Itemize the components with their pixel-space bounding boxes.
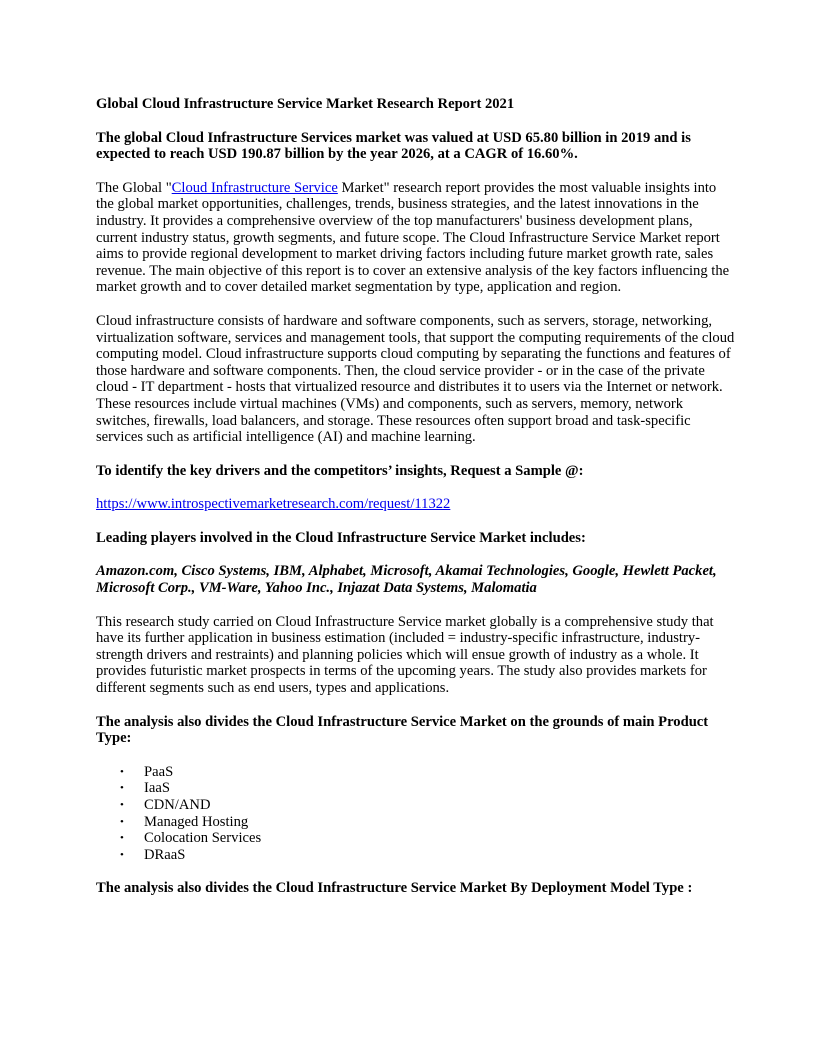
- bullet-icon: •: [120, 815, 124, 828]
- definition-paragraph: Cloud infrastructure consists of hardware and software components, such as servers, storage, networking, virtualization software, services and management tools, that support the computing requirements of the cloud computing model. Cloud infrastructure supports cloud computing by separating the functions and features of those hardware and software components. Then, the cloud service provider - or in the case of the private cloud - IT department - hosts that virtualized resource and distributes it to users via the Internet or network. These resources include virtual machines (VMs) and components, such as servers, memory, network switches, firewalls, load balancers, and storage. These resources often support broad and task-specific services such as artificial intelligence (AI) and machine learning.: [96, 312, 735, 446]
- list-item-label: Managed Hosting: [144, 813, 249, 830]
- list-item: [96, 847, 736, 864]
- players-list: Amazon.com, Cisco Systems, IBM, Alphabet, Microsoft, Akamai Technologies, Google, Hewlett Packet, Microsoft Corp., VM-Ware, Yahoo Inc., Injazat Data Systems, Malomatia: [96, 563, 717, 597]
- intro-paragraph: [96, 180, 736, 296]
- list-item-label: IaaS: [144, 780, 170, 797]
- bullet-icon: •: [120, 799, 124, 811]
- bullet-icon: •: [120, 782, 124, 795]
- list-item: [96, 780, 736, 797]
- market-summary: The global Cloud Infrastructure Services market was valued at USD 65.80 billion in 2019 and is expected to reach USD 190.87 billion by the year 2026, at a CAGR of 16.60%.: [96, 129, 691, 163]
- list-item: [96, 814, 736, 831]
- list-item: [96, 830, 736, 847]
- bullet-icon: •: [120, 832, 124, 845]
- intro-text-after-link: Market" research report provides the most valuable insights into the global market opportunities, challenges, trends, business strategies, and the latest innovations in the industry. It provides a comprehensive overview of the top manufacturers' business development plans, current industry status, growth segments, and future scope. The Cloud Infrastructure Service Market report aims to provide regional development to market driving factors including future market growth rate, sales revenue. The main objective of this report is to cover an extensive analysis of the key factors influencing the market growth and to cover detailed market segmentation by type, application and region.: [96, 179, 730, 296]
- cloud-infrastructure-service-link[interactable]: Cloud Infrastructure Service: [171, 179, 338, 196]
- sample-url-paragraph: [96, 496, 736, 513]
- study-paragraph: This research study carried on Cloud Infrastructure Service market globally is a comprehensive study that have its further application in business estimation (included = industry-specific infrastructure, industry-strength drivers and restraints) and planning policies which will ensue growth of industry as a whole. It provides futuristic market prospects in terms of the upcoming years. The study also provides markets for different segments such as end users, types and applications.: [96, 613, 714, 697]
- product-type-list: [96, 764, 736, 864]
- list-item-label: PaaS: [144, 763, 174, 780]
- list-item: [96, 764, 736, 781]
- list-item-label: CDN/AND: [144, 797, 211, 813]
- players-heading: Leading players involved in the Cloud Infrastructure Service Market includes:: [96, 529, 586, 546]
- sample-request-link[interactable]: https://www.introspectivemarketresearch.com/request/11322: [96, 496, 451, 513]
- deployment-model-heading: The analysis also divides the Cloud Infrastructure Service Market By Deployment Model Type :: [96, 880, 693, 897]
- list-item-label: DRaaS: [144, 846, 186, 863]
- document-page: [96, 96, 736, 897]
- list-item: [96, 797, 736, 814]
- sample-request-heading: To identify the key drivers and the competitors’ insights, Request a Sample @:: [96, 462, 584, 479]
- product-type-heading: The analysis also divides the Cloud Infrastructure Service Market on the grounds of main Product Type:: [96, 713, 709, 747]
- report-title: Global Cloud Infrastructure Service Market Research Report 2021: [96, 96, 515, 112]
- bullet-icon: •: [120, 765, 124, 778]
- list-item-label: Colocation Services: [144, 830, 262, 847]
- intro-text-before-link: The Global ": [96, 179, 172, 196]
- bullet-icon: •: [120, 848, 124, 861]
